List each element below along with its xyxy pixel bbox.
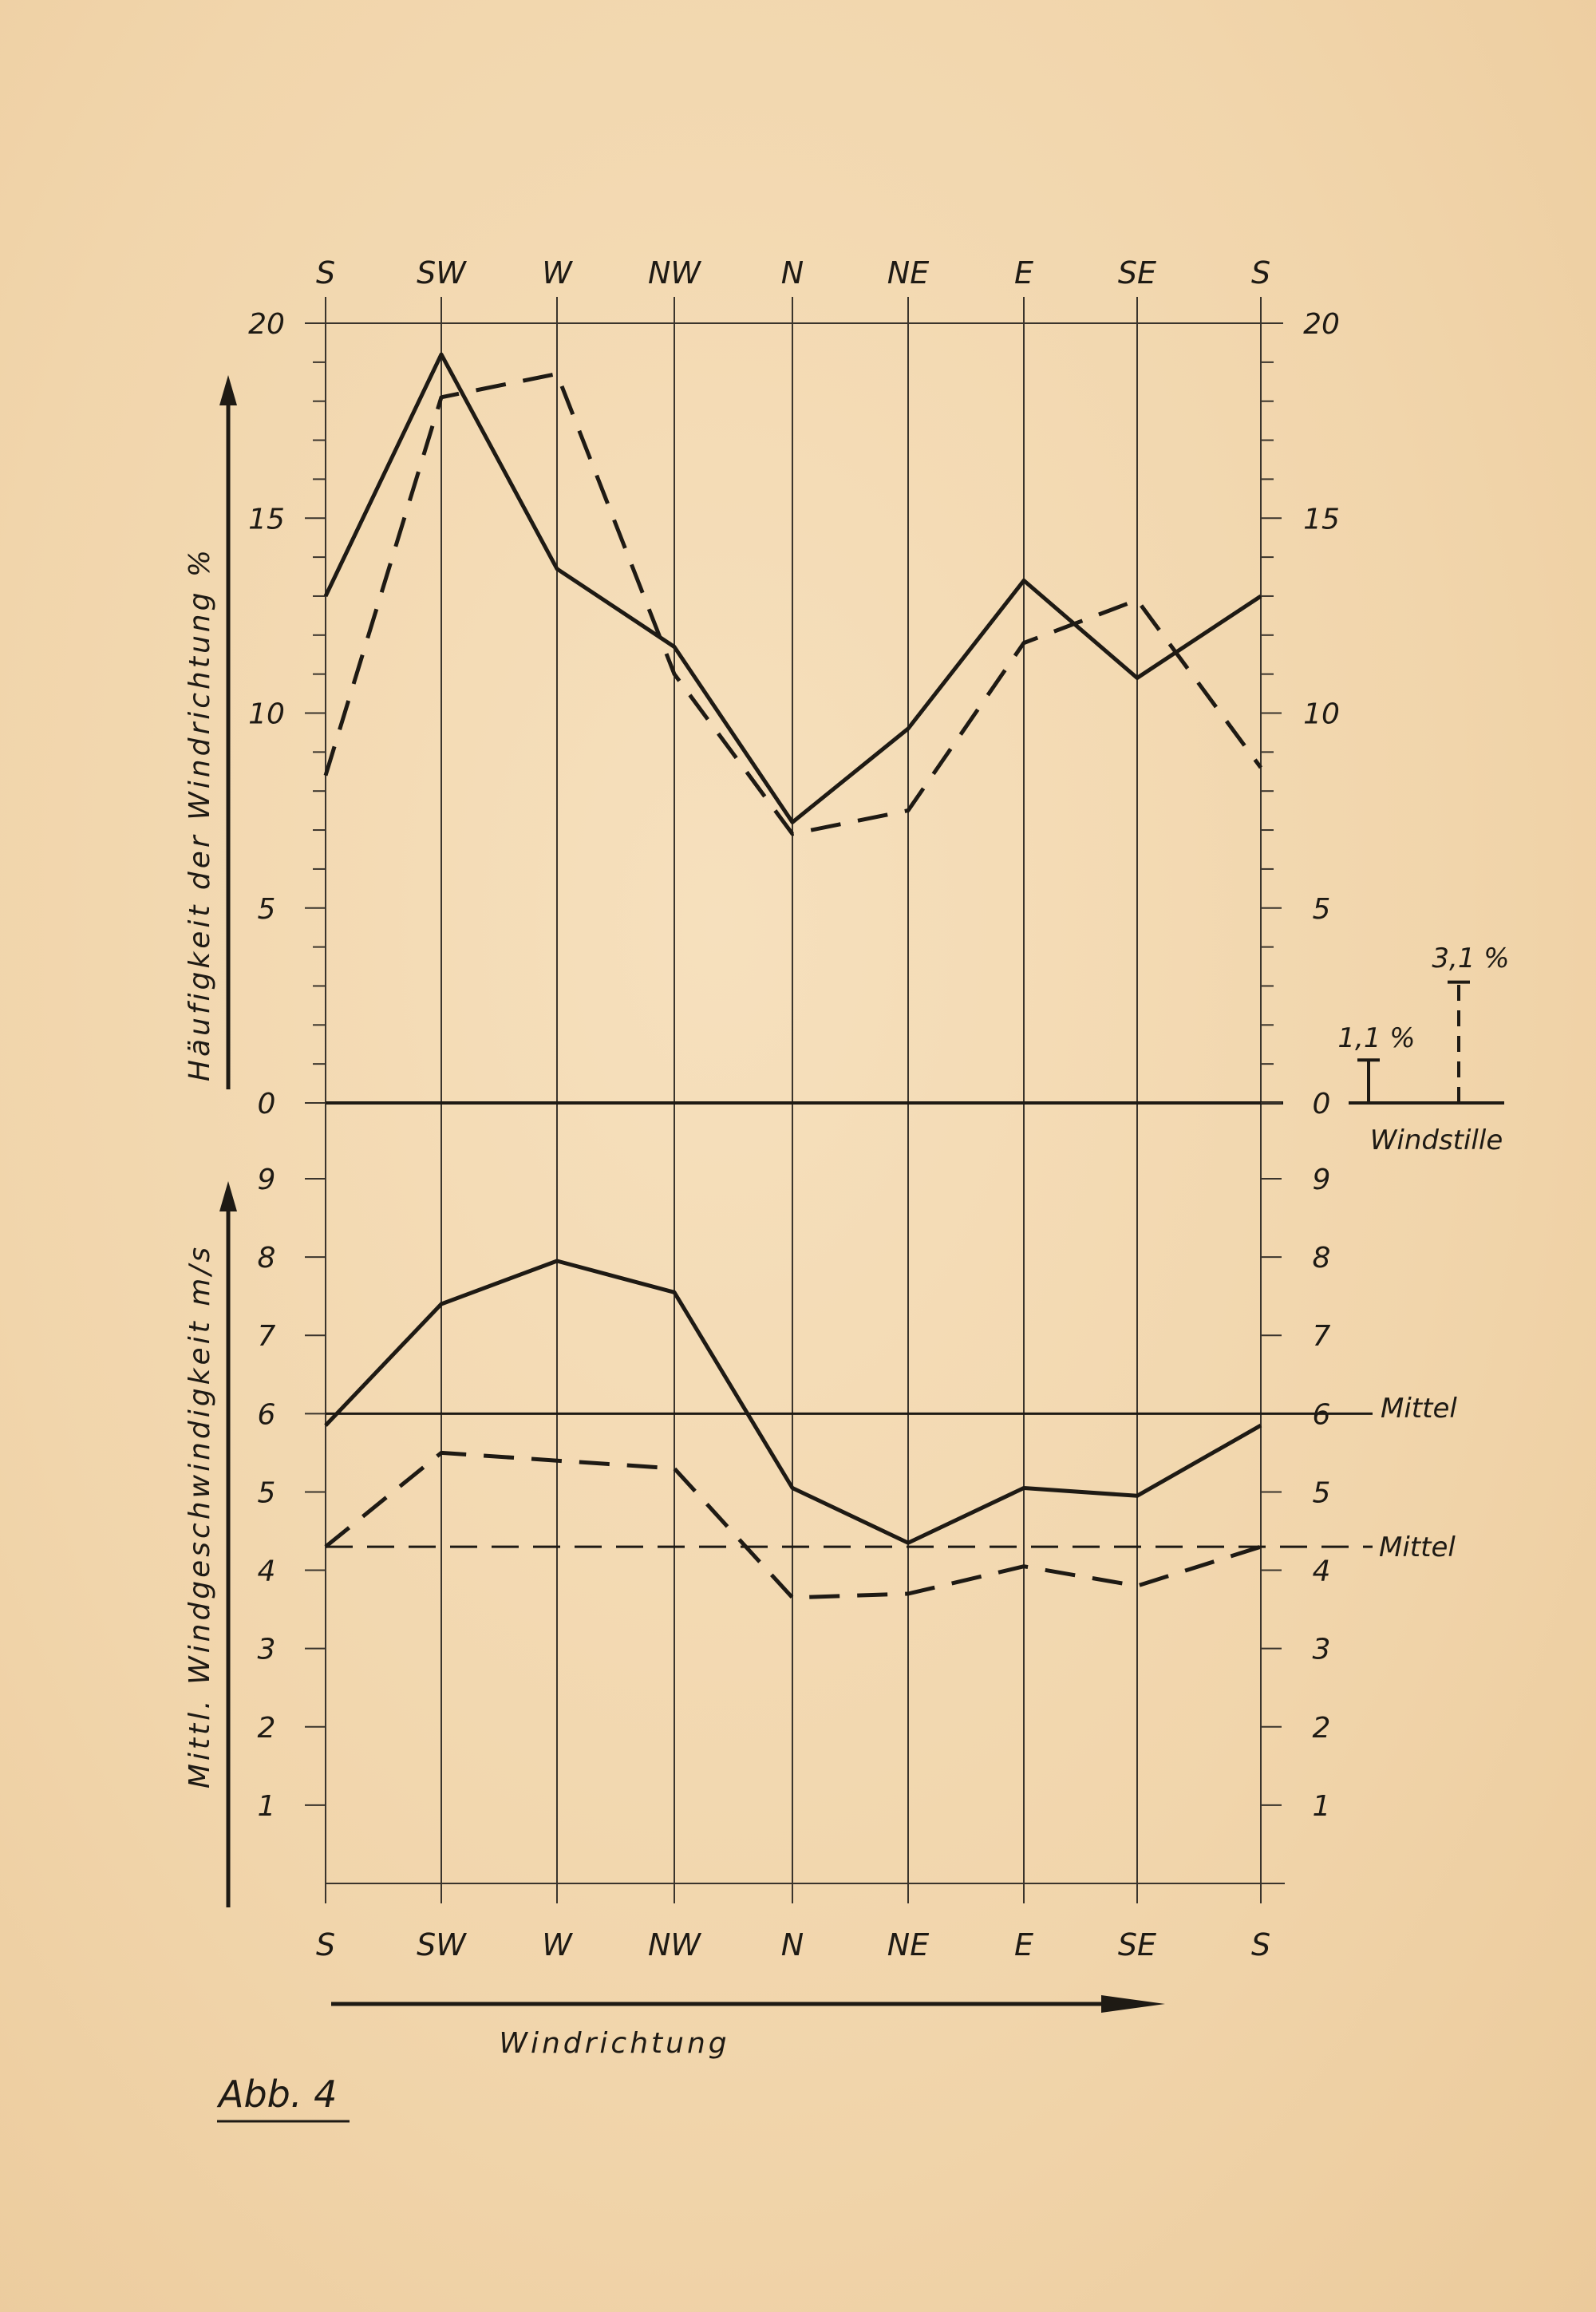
top-direction-label: N: [780, 255, 804, 290]
bottom-direction-label: S: [1250, 1927, 1271, 1962]
bottom-right-tick-label: 8: [1312, 1242, 1331, 1275]
top-left-tick-label: 0: [257, 1088, 276, 1120]
top-left-tick-label: 20: [248, 308, 285, 341]
bottom-left-tick-label: 5: [257, 1476, 276, 1510]
bottom-left-tick-label: 1: [257, 1789, 276, 1823]
windstille-dashed-label: 3,1 %: [1432, 943, 1510, 974]
windstille-label: Windstille: [1369, 1124, 1503, 1156]
bottom-left-tick-label: 9: [257, 1164, 276, 1196]
top-right-tick-label: 5: [1312, 892, 1331, 926]
figure-label: Abb. 4: [219, 2073, 338, 2116]
bottom-direction-label: S: [315, 1927, 336, 1962]
x-axis-label: Windrichtung: [499, 2027, 730, 2060]
grid-layer: [305, 297, 1285, 1903]
windstille-solid-label: 1,1 %: [1337, 1022, 1416, 1054]
bottom-right-tick-label: 3: [1312, 1633, 1331, 1666]
top-right-tick-label: 20: [1303, 308, 1340, 341]
x-arrow-head: [1101, 1995, 1165, 2013]
top-direction-label: E: [1013, 255, 1034, 290]
top-direction-label: SW: [417, 255, 466, 290]
bottom-right-tick-label: 2: [1312, 1711, 1331, 1745]
bottom-right-tick-label: 1: [1312, 1789, 1331, 1823]
bottom-left-tick-label: 3: [257, 1633, 276, 1666]
top-y-arrow-head: [219, 375, 237, 405]
top-left-tick-label: 10: [248, 698, 285, 731]
top-right-tick-label: 15: [1303, 503, 1340, 536]
bottom-direction-label: N: [780, 1927, 804, 1962]
top-left-tick-label: 15: [248, 503, 285, 536]
bottom-right-tick-label: 4: [1312, 1555, 1331, 1588]
bottom-right-tick-label: 7: [1312, 1320, 1331, 1354]
top-right-tick-label: 10: [1303, 698, 1340, 731]
top-right-tick-label: 0: [1312, 1088, 1331, 1120]
bottom-right-tick-label: 9: [1312, 1164, 1331, 1196]
bottom-left-tick-label: 2: [257, 1711, 276, 1745]
solid-mean-label: Mittel: [1381, 1393, 1457, 1425]
top-left-tick-label: 5: [257, 892, 276, 926]
text-layer: [184, 255, 1510, 2116]
bottom-right-tick-label: 5: [1312, 1476, 1331, 1510]
bottom-direction-label: NW: [648, 1927, 701, 1962]
top-direction-label: S: [1250, 255, 1271, 290]
top-direction-label: W: [542, 255, 572, 290]
top-direction-label: NE: [887, 255, 930, 290]
bottom-left-tick-label: 8: [257, 1242, 276, 1275]
top-direction-label: S: [315, 255, 336, 290]
bottom-direction-label: SW: [417, 1927, 466, 1962]
top-direction-label: NW: [648, 255, 701, 290]
bottom-y-axis-label: Mittl. Windgeschwindigkeit m/s: [184, 1243, 216, 1789]
dashed-mean-label: Mittel: [1379, 1531, 1456, 1563]
bottom-left-tick-label: 7: [257, 1320, 276, 1354]
bottom-direction-label: SE: [1117, 1927, 1157, 1962]
bottom-right-tick-label: 6: [1312, 1398, 1331, 1432]
bottom-direction-label: E: [1013, 1927, 1034, 1962]
data-layer: [217, 354, 1504, 2121]
bottom-left-tick-label: 6: [257, 1398, 276, 1432]
top-y-axis-label: Häufigkeit der Windrichtung %: [184, 546, 216, 1082]
bottom-y-arrow-head: [219, 1181, 237, 1211]
bottom-left-tick-label: 4: [257, 1555, 276, 1588]
bottom-direction-label: NE: [887, 1927, 930, 1962]
top-direction-label: SE: [1117, 255, 1157, 290]
bottom-direction-label: W: [542, 1927, 572, 1962]
